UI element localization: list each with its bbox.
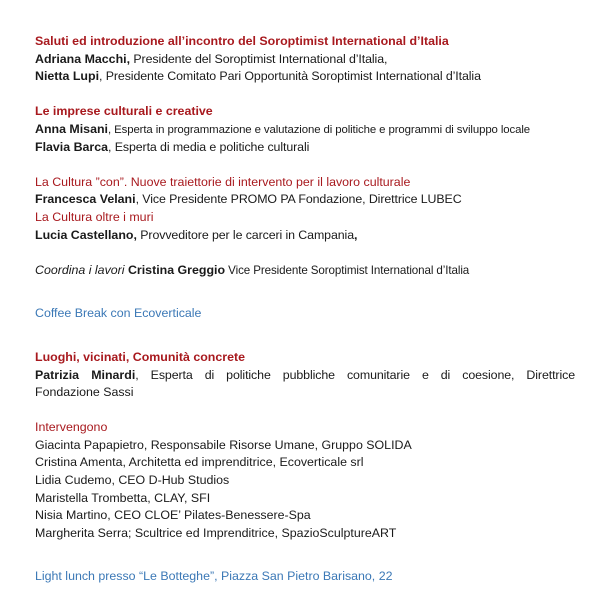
- speaker-role: , Presidente Comitato Pari Opportunità Soroptimist International d’Italia: [99, 69, 481, 84]
- list-item: Lidia Cudemo, CEO D-Hub Studios: [35, 473, 230, 488]
- speaker-role: , Esperta in programmazione e valutazione di politiche e programmi di sviluppo locale: [107, 123, 531, 136]
- speaker-role: Presidente del Soroptimist International d’Italia,: [130, 51, 388, 66]
- list-item: Margherita Serra; Scultrice ed Imprenditrice, SpazioSculptureART: [35, 525, 397, 540]
- section-title-imprese: Le imprese culturali e creative: [35, 104, 213, 119]
- section-title-cultura-muri: La Cultura oltre i muri: [35, 209, 154, 224]
- coordinator-role: Vice Presidente Soroptimist International d’Italia: [225, 263, 470, 277]
- speaker-line: [35, 68, 575, 86]
- speaker-name: Anna Misani: [35, 121, 108, 136]
- speaker-line: [35, 227, 575, 245]
- list-item: Maristella Trombetta, CLAY, SFI: [35, 490, 211, 505]
- speaker-name: Patrizia Minardi: [35, 367, 136, 382]
- speaker-line: [35, 191, 575, 209]
- speaker-role-continued: Fondazione Sassi: [35, 385, 134, 400]
- speaker-role: , Esperta di media e politiche culturali: [108, 139, 310, 154]
- coordinator-prefix: Coordina i lavori: [35, 262, 125, 277]
- speaker-name: Lucia Castellano,: [35, 227, 137, 242]
- speaker-role: Provveditore per le carceri in Campania: [136, 227, 354, 242]
- speaker-line: [35, 121, 575, 139]
- section-title-saluti: Saluti ed introduzione all’incontro del Soroptimist International d’Italia: [35, 34, 449, 48]
- trailing-comma: ,: [354, 227, 358, 242]
- speaker-name: Francesca Velani: [35, 192, 136, 207]
- section-title-intervengono: Intervengono: [35, 420, 108, 435]
- speaker-name: Nietta Lupi: [35, 69, 100, 84]
- speaker-name: Adriana Macchi,: [35, 51, 131, 66]
- light-lunch: Light lunch presso “Le Botteghe”, Piazza San Pietro Barisano, 22: [35, 569, 393, 584]
- section-title-luoghi: Luoghi, vicinati, Comunità concrete: [35, 349, 245, 364]
- list-item: Cristina Amenta, Architetta ed imprenditrice, Ecoverticale srl: [35, 455, 364, 470]
- list-item: Nisia Martino, CEO CLOE’ Pilates-Benessere-Spa: [35, 508, 311, 523]
- speaker-role: , Esperta di politiche pubbliche comunitarie e di coesione, Direttrice: [135, 367, 575, 382]
- coordinator-name: Cristina Greggio: [124, 262, 226, 277]
- section-title-cultura-con: La Cultura ”con”. Nuove traiettorie di intervento per il lavoro culturale: [35, 174, 411, 189]
- coordinator-line: [35, 262, 575, 280]
- speaker-role: , Vice Presidente PROMO PA Fondazione, Direttrice LUBEC: [135, 192, 462, 207]
- list-item: Giacinta Papapietro, Responsabile Risorse Umane, Gruppo SOLIDA: [35, 437, 412, 452]
- speaker-name: Flavia Barca: [35, 139, 109, 154]
- coffee-break: Coffee Break con Ecoverticale: [35, 306, 202, 321]
- speaker-line: [35, 139, 575, 157]
- speaker-line: [35, 51, 575, 69]
- speaker-line: [35, 367, 575, 385]
